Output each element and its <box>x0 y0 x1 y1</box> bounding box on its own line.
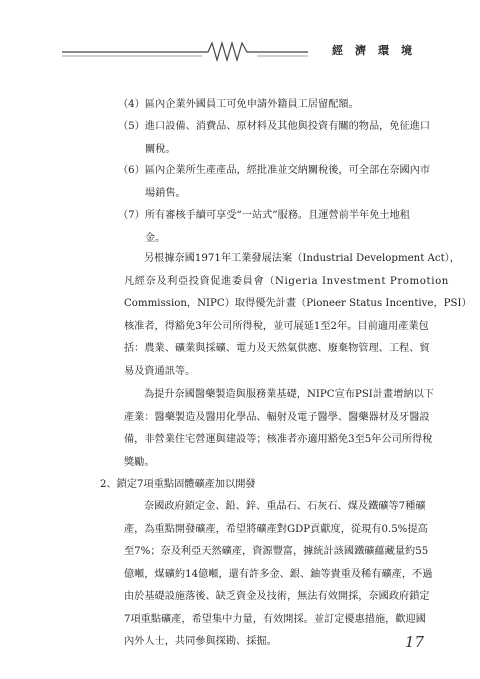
text-line: 由於基礎設施落後、缺乏資金及技術，無法有效開採，奈國政府鎖定 <box>124 591 430 602</box>
text-line: 內外人士，共同參與探勘、採掘。 <box>124 636 277 647</box>
text-line: 7項重點礦產，希望集中力量，有效開採。並訂定優惠措施，歡迎國 <box>124 613 426 625</box>
paragraph-nipc-psi <box>124 384 434 474</box>
list-item-6 <box>118 160 430 205</box>
text-line: 易及資通訊等。 <box>124 365 196 377</box>
text-line: 核准者，得豁免3年公司所得稅，並可展延1至2年。目前適用產業包 <box>124 320 429 332</box>
section-heading-2 <box>100 474 256 497</box>
paragraph-minerals <box>124 496 432 654</box>
list-item-7 <box>118 205 410 250</box>
text-line: 為提升奈國醫藥製造與服務業基礎，NIPC宣布PSI計畫增納以下 <box>144 389 434 400</box>
text-line: 2、鎖定7項重點固體礦產加以開發 <box>100 479 256 490</box>
text-line: 金。 <box>145 232 166 244</box>
page-header <box>62 40 424 62</box>
text-line: （5）進口設備、消費品、原材料及其他與投資有關的物品，免征進口 <box>118 121 431 132</box>
text-line: 備，非營業住宅營運與建設等；核准者亦適用豁免3至5年公司所得稅 <box>124 434 433 445</box>
text-line: 場銷售。 <box>145 187 186 199</box>
text-line: 獎勵。 <box>124 456 155 468</box>
paragraph-industrial-act <box>124 248 472 383</box>
text-line: 產，為重點開發礦產，希望將礦產對GDP貢獻度，從現有0.5%提高 <box>124 523 428 535</box>
text-line: 億噸，煤礦約14億噸，還有許多金、銀、鈾等貴重及稀有礦產，不過 <box>124 568 433 580</box>
text-line: （7）所有審核手續可享受“一站式”服務。且運營前半年免土地租 <box>118 210 410 221</box>
text-line: 凡經奈及利亞投資促進委員會（Nigeria Investment Promotion <box>124 275 449 287</box>
list-item-5 <box>118 116 430 161</box>
text-line: 至7%；奈及利亞天然礦產，資源豐富，據統計該國鐵礦蘊藏量約55 <box>124 546 429 557</box>
list-item-4 <box>118 94 359 117</box>
text-line: 產業：醫藥製造及醫用化學品、輻射及電子醫學、醫藥器材及牙醫設 <box>124 411 430 423</box>
text-line: 奈國政府鎖定金、鉛、鋅、重晶石、石灰石、煤及鐵礦等7種礦 <box>144 501 426 512</box>
header-title: 經濟環境 <box>332 44 424 57</box>
text-line: （6）區內企業所生產產品，經批准並交納關稅後，可全部在奈國內市 <box>118 165 431 176</box>
text-line: 括：農業、礦業與採礦、電力及天然氣供應、廢棄物管理、工程、貿 <box>124 343 430 354</box>
page-number: 17 <box>404 633 424 651</box>
text-line: 另根據奈國1971年工業發展法案（Industrial Development Act）， <box>144 253 460 264</box>
text-line: Commission，NIPC）取得優先計畫（Pioneer Status Incentive，PSI） <box>124 298 472 309</box>
text-line: （4）區內企業外國員工可免申請外籍員工居留配額。 <box>118 99 359 110</box>
text-line: 關稅。 <box>145 143 176 155</box>
